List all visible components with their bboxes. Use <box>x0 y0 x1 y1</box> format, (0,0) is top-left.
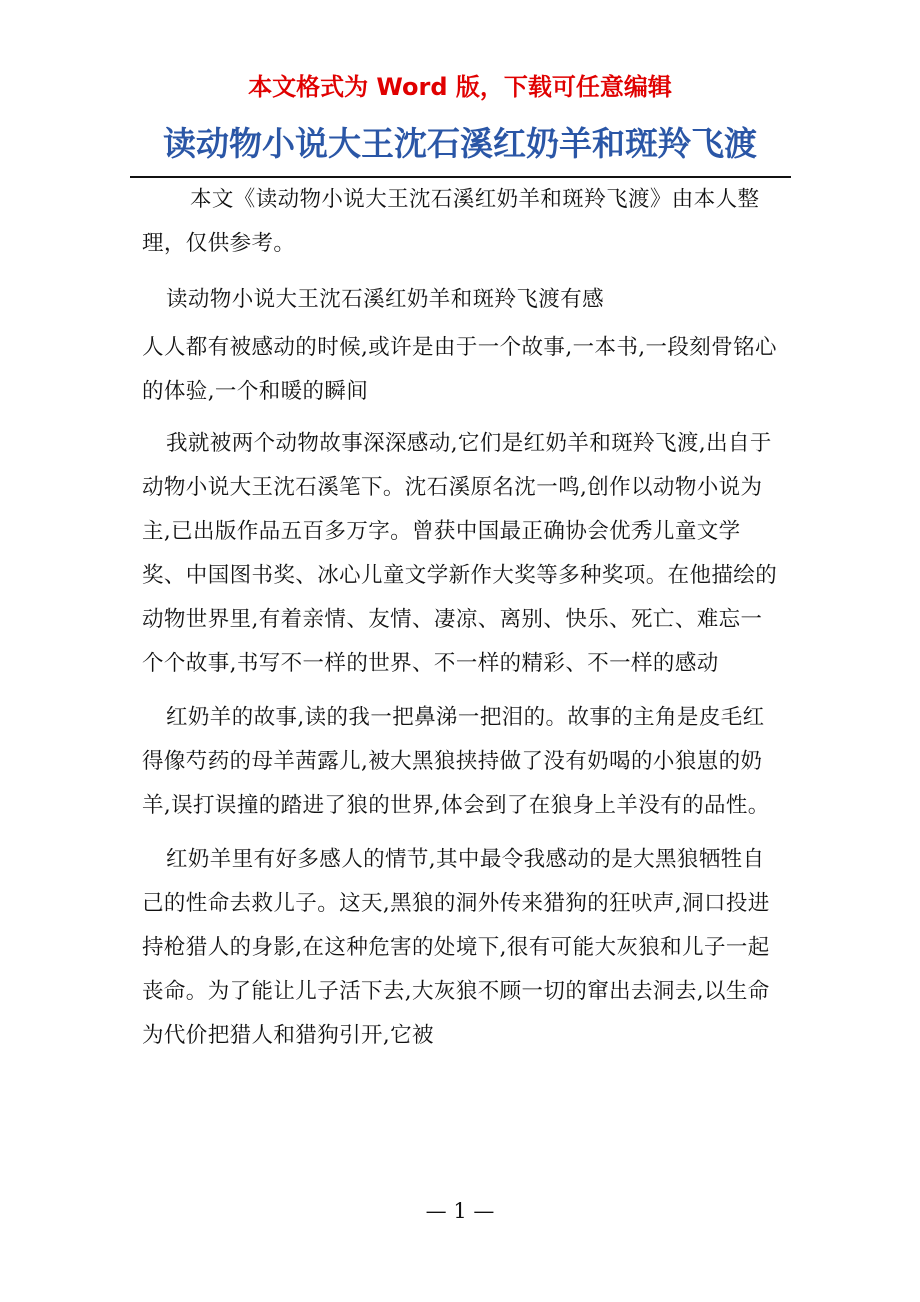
document-title: 读动物小说大王沈石溪红奶羊和斑羚飞渡 <box>163 124 757 163</box>
body-paragraph: 我就被两个动物故事深深感动,它们是红奶羊和斑羚飞渡,出自于动物小说大王沈石溪笔下。沈石溪原名沈一鸣,创作以动物小说为主,已出版作品五百多万字。曾获中国最正确协会优秀儿童文学奖、中国图书奖、冰心儿童文学新作大奖等多种奖项。在他描绘的动物世界里,有着亲情、友情、凄凉、离别、快乐、死亡、难忘一个个故事,书写不一样的世界、不一样的精彩、不一样的感动 <box>142 431 778 676</box>
format-notice-banner: 本文格式为 Word 版，下载可任意编辑 <box>248 73 672 101</box>
intro-paragraph: 本文《读动物小说大王沈石溪红奶羊和斑羚飞渡》由本人整理，仅供参考。 <box>142 187 760 256</box>
page-number: — 1 — <box>425 1199 495 1223</box>
body-paragraph: 人人都有被感动的时候,或许是由于一个故事,一本书,一段刻骨铭心的体验,一个和暖的瞬间 <box>142 335 777 404</box>
document-body <box>142 178 782 1068</box>
body-paragraph: 红奶羊的故事,读的我一把鼻涕一把泪的。故事的主角是皮毛红得像芍药的母羊茜露儿,被大黑狼挟持做了没有奶喝的小狼崽的奶羊,误打误撞的踏进了狼的世界,体会到了在狼身上羊没有的品性。 <box>142 705 770 818</box>
section-heading: 读动物小说大王沈石溪红奶羊和斑羚飞渡有感 <box>166 287 605 312</box>
body-paragraph: 红奶羊里有好多感人的情节,其中最令我感动的是大黑狼牺牲自己的性命去救儿子。这天,黑狼的洞外传来猎狗的狂吠声,洞口投进持枪猎人的身影,在这种危害的处境下,很有可能大灰狼和儿子一起丧命。为了能让儿子活下去,大灰狼不顾一切的窜出去洞去,以生命为代价把猎人和猎狗引开,它被 <box>142 847 770 1048</box>
